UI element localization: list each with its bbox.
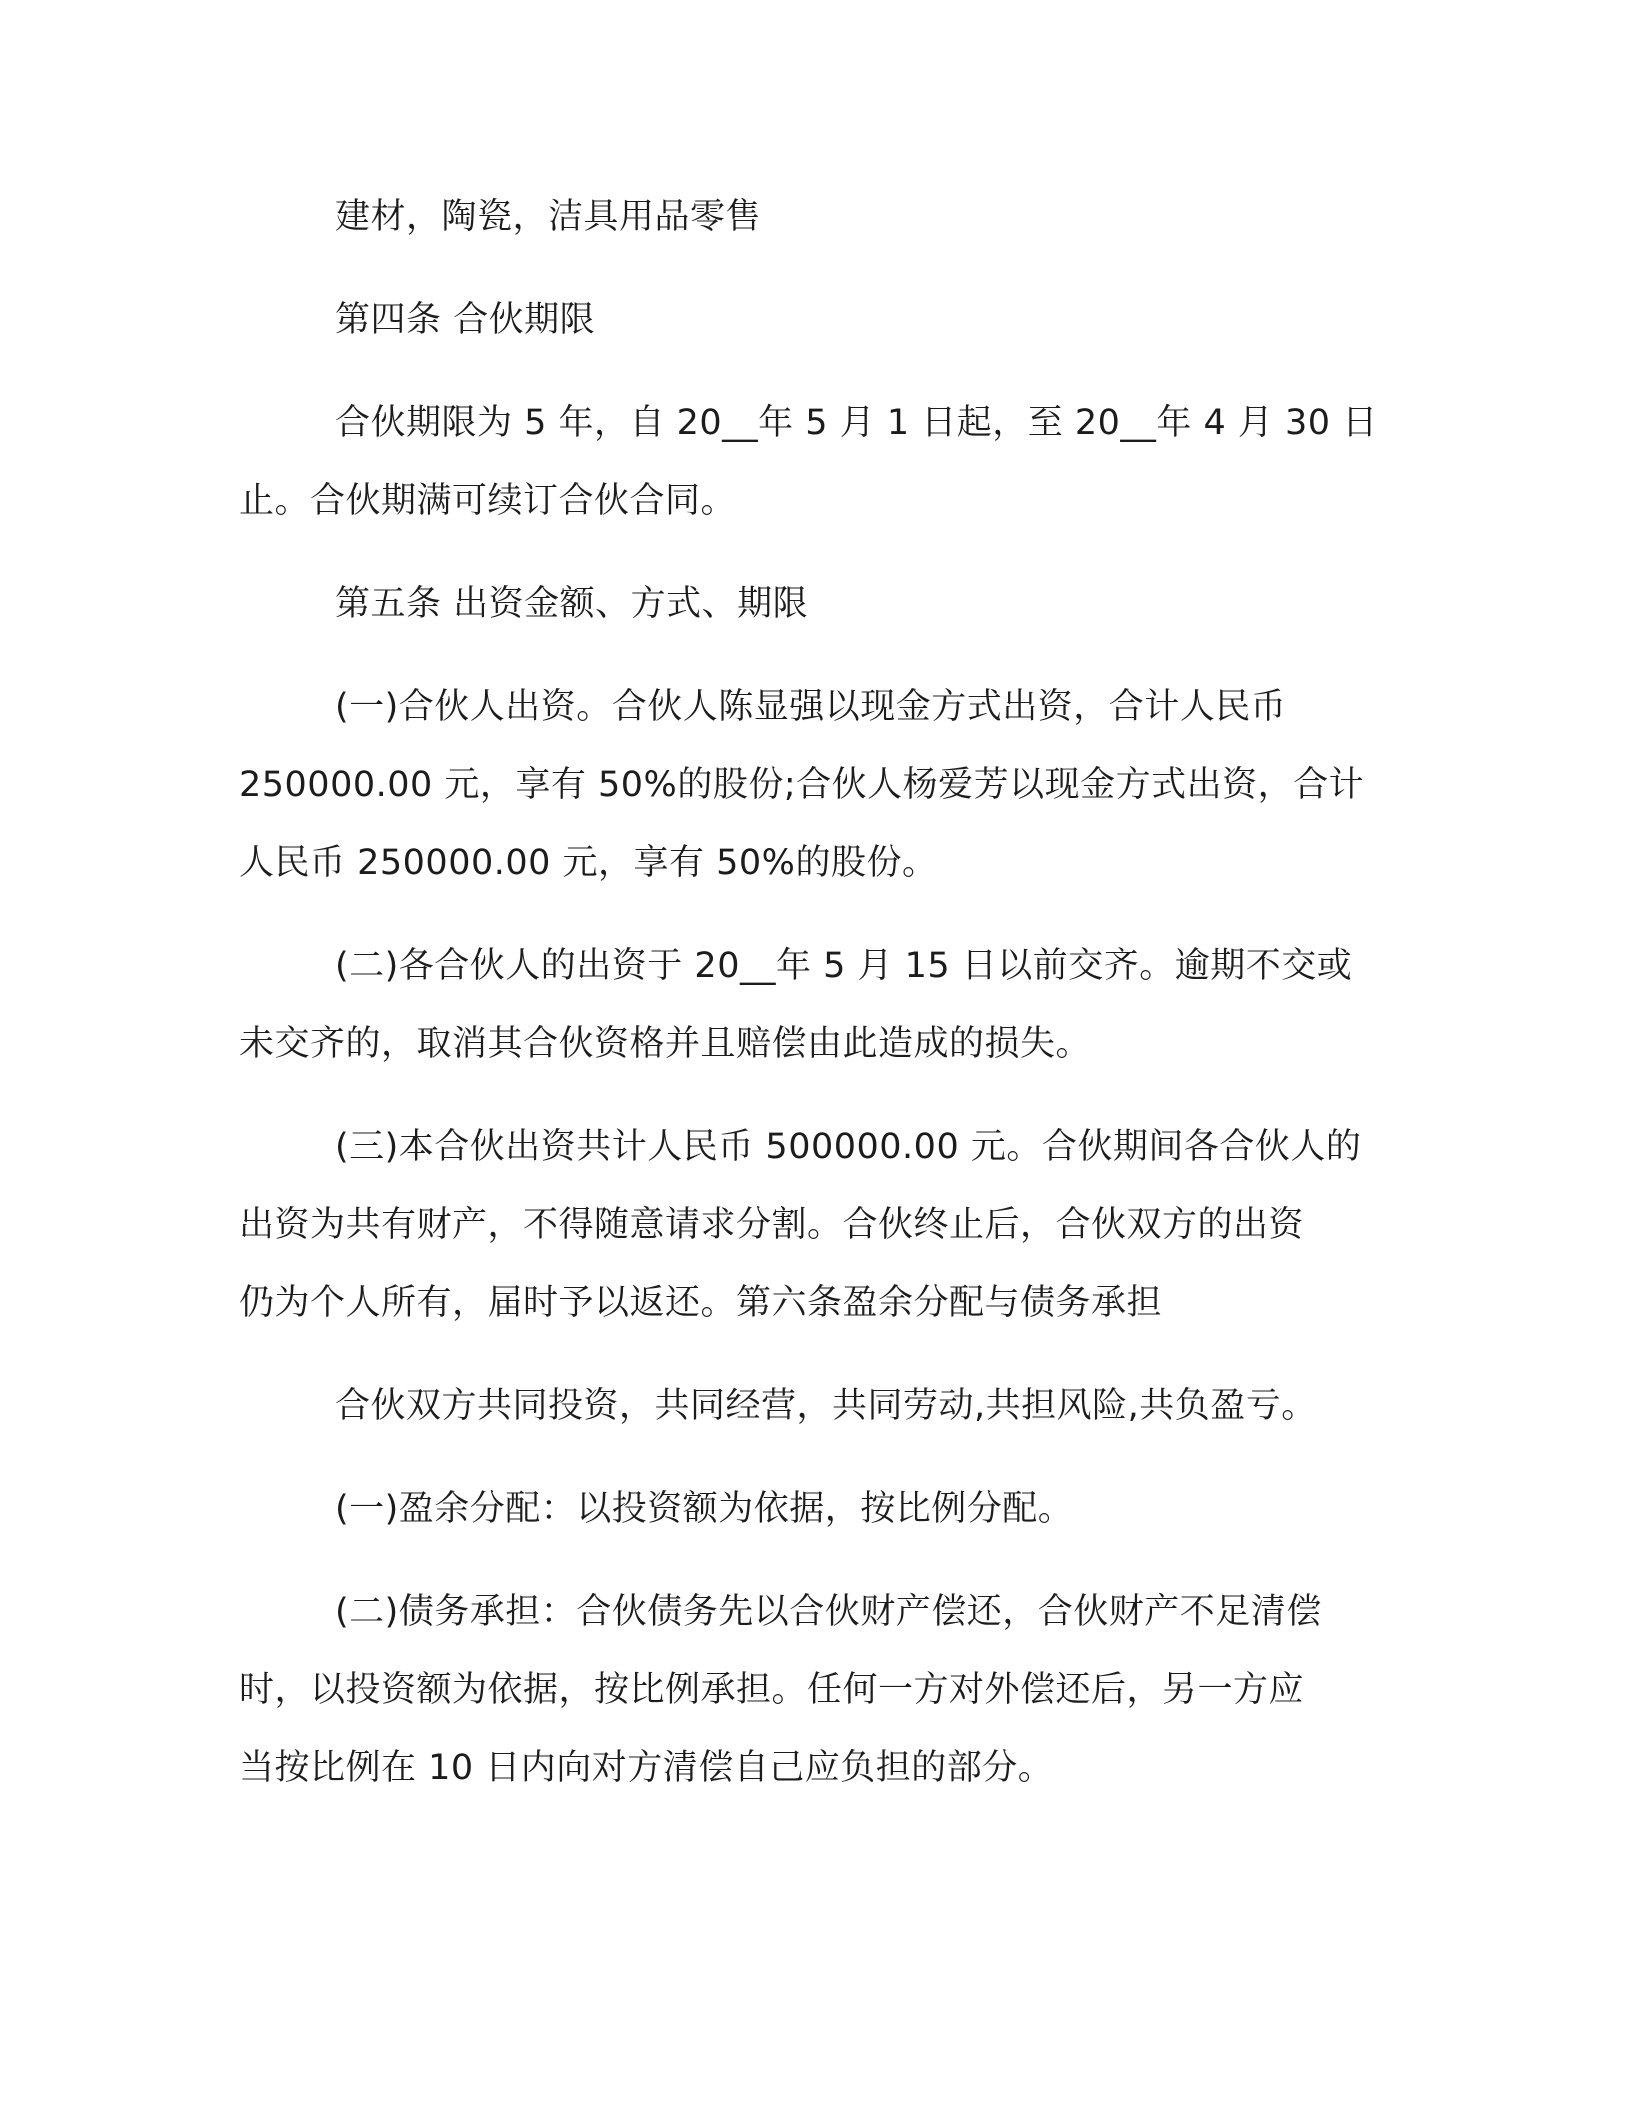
section-heading: 第四条 合伙期限 [335, 300, 596, 340]
paragraph-line: (三)本合伙出资共计人民币 500000.00 元。合伙期间各合伙人的 [335, 1127, 1362, 1167]
paragraph-line: 出资为共有财产，不得随意请求分割。合伙终止后，合伙双方的出资 [239, 1205, 1305, 1245]
paragraph-line: 当按比例在 10 日内向对方清偿自己应负担的部分。 [239, 1748, 1054, 1788]
section-heading: 第五条 出资金额、方式、期限 [335, 584, 809, 624]
paragraph-line: 建材，陶瓷，洁具用品零售 [335, 197, 762, 237]
paragraph-line: (一)盈余分配：以投资额为依据，按比例分配。 [335, 1489, 1074, 1529]
paragraph-line: 止。合伙期满可续订合伙合同。 [239, 481, 737, 521]
paragraph-line: 合伙期限为 5 年，自 20__年 5 月 1 日起，至 20__年 4 月 30 日 [335, 403, 1378, 443]
paragraph-line: (一)合伙人出资。合伙人陈显强以现金方式出资，合计人民币 [335, 687, 1287, 727]
paragraph-line: 250000.00 元，享有 50%的股份;合伙人杨爱芳以现金方式出资，合计 [239, 765, 1365, 805]
paragraph-line: (二)债务承担：合伙债务先以合伙财产偿还，合伙财产不足清偿 [335, 1592, 1322, 1632]
paragraph-line: 时，以投资额为依据，按比例承担。任何一方对外偿还后，另一方应 [239, 1670, 1305, 1710]
paragraph-line: 合伙双方共同投资，共同经营，共同劳动,共担风险,共负盈亏。 [335, 1386, 1317, 1426]
paragraph-line: (二)各合伙人的出资于 20__年 5 月 15 日以前交齐。逾期不交或 [335, 946, 1353, 986]
paragraph-line: 人民币 250000.00 元，享有 50%的股份。 [239, 843, 938, 883]
paragraph-line: 仍为个人所有，届时予以返还。第六条盈余分配与债务承担 [239, 1283, 1163, 1323]
paragraph-line: 未交齐的，取消其合伙资格并且赔偿由此造成的损失。 [239, 1024, 1092, 1064]
